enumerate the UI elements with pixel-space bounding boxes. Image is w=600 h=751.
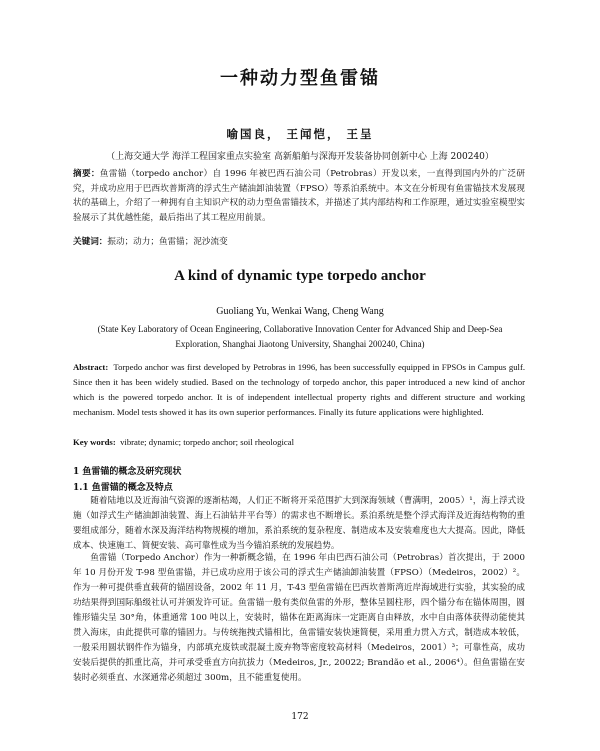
cn-authors: 喻国良， 王闻恺， 王呈 — [226, 127, 374, 141]
page-number: 172 — [291, 712, 309, 722]
en-abstract — [73, 360, 525, 420]
cn-abstract-label: 摘要： — [73, 169, 100, 179]
cn-keywords — [73, 235, 525, 247]
en-title: A kind of dynamic type torpedo anchor — [174, 268, 426, 284]
en-keywords — [73, 437, 525, 447]
en-keywords-text: vibrate; dynamic; torpedo anchor; soil rheological — [120, 437, 294, 447]
cn-abstract-text: 鱼雷锚（torpedo anchor）自 1996 年被巴西石油公司（Petrobras）开发以来，一直得到国内外的广泛研究，并成功应用于巴西坎普斯湾的浮式生产储油卸油装置（FPSO）等系泊系统中。本文在分析现有鱼雷锚技术发展现状的基础上，介绍了一种拥有自主知识产权的动力型鱼雷锚技术，并描述了其内部结构和工作原理，通过实验室模型实验展示了其优越性能，最后指出了其工程应用前景。 — [73, 169, 525, 223]
cn-affiliation: （上海交通大学 海洋工程国家重点实验室 高新船舶与深海开发装备协同创新中心 上海 200240） — [106, 152, 494, 162]
cn-keywords-label: 关键词： — [73, 237, 108, 247]
cn-abstract — [73, 167, 525, 225]
en-authors: Guoliang Yu, Wenkai Wang, Cheng Wang — [216, 306, 384, 317]
cn-title: 一种动力型鱼雷锚 — [220, 68, 380, 89]
body-paragraph-2: 鱼雷锚（Torpedo Anchor）作为一种新概念锚，在 1996 年由巴西石油公司（Petrobras）首次提出，于 2000 年 10 月份开发 T-98 型鱼雷锚，并已成功应用于该公司的浮式生产储油卸油装置（FPSO）（Medeiros，2002）²。作为一种可提供垂直载荷的锚固设备，2002 年 11 月，T-43 型鱼雷锚在巴西坎普斯湾近岸海域进行实验，其实验的成功结果得到国际船级社认可并颁发许可证。鱼雷锚一般有类似鱼雷的外形，整体呈圆柱形，四个锚分布在锚体周围，圆锥形锚尖呈 30°角，体重通常 100 吨以上，安装时，锚体在距离海床一定距离自由释放，水中自由落体获得动能使其贯入海床，由此提供可靠的锚固力。与传统拖拽式锚相比，鱼雷锚安装快速简便，采用重力贯入方式，制造成本较低，一般采用圆状钢件作为锚身，内部填充废铁或混凝土废弃物等密度较高材料（Medeiros，2001）³；可靠性高，成功安装后提供的抓重比高，并可承受垂直方向抗拔力（Medeiros, Jr., 20022; Brandão et al., 2006⁴）。但鱼雷锚在安装时必须垂直、水深通常必须超过 300m，且不能重复使用。 — [73, 553, 525, 683]
en-abstract-text: Torpedo anchor was first developed by Petrobras in 1996, has been successfully equipped in FPSOs in Campus gulf. Since then it has been widely studied. Based on the technology of torpedo anchor, this paper introduced a new kind of anchor which is the powered torpedo anchor. It is of independent intellectual property rights and different structure and working mechanism. Model tests showed it has its own superior performances. Finally its future applications were highlighted. — [73, 362, 526, 417]
en-affiliation: (State Key Laboratory of Ocean Engineering, Collaborative Innovation Center for Advanced Ship and Deep-Sea Exploration, Shanghai Jiaotong University, Shanghai 200240, China) — [97, 324, 503, 349]
cn-keywords-text: 振动；动力；鱼雷锚；泥沙流变 — [107, 237, 228, 247]
section-heading-1-1: 1.1 鱼雷锚的概念及特点 — [73, 483, 173, 493]
en-keywords-label: Key words: — [73, 437, 116, 447]
en-abstract-label: Abstract: — [73, 362, 109, 372]
body-paragraph-1: 随着陆地以及近海油气资源的逐渐枯竭，人们正不断将开采范围扩大到深海领域（曹满明，2005）¹，海上浮式设施（如浮式生产储油卸油装置、海上石油钻井平台等）的需求也不断增长。系泊系统是整个浮式海洋及近海结构物的重要组成部分，随着水深及海洋结构物规模的增加，系泊系统的复杂程度、制造成本及安装难度也大大提高。因此，降低成本、快速施工、简便安装、高可靠性成为当今锚泊系统的发展趋势。 — [73, 496, 525, 551]
section-heading-1: 1 鱼雷锚的概念及研究现状 — [73, 467, 182, 477]
